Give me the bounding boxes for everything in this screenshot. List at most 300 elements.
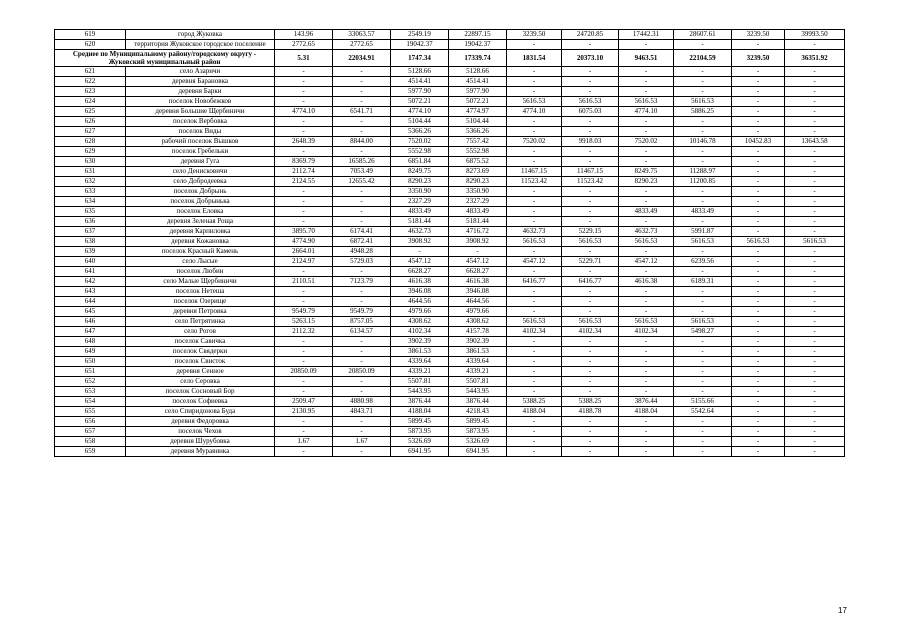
- row-number: 643: [55, 287, 126, 297]
- table-body: [55, 30, 845, 457]
- table-row: [55, 167, 845, 177]
- value-cell: -: [562, 127, 619, 137]
- value-cell: 7520.02: [507, 137, 562, 147]
- settlement-name: поселок Виды: [126, 127, 275, 137]
- settlement-name: деревня Шурубовка: [126, 437, 275, 447]
- value-cell: -: [785, 207, 845, 217]
- value-cell: 5616.53: [785, 237, 845, 247]
- value-cell: -: [732, 267, 785, 277]
- value-cell: 4547.12: [507, 257, 562, 267]
- row-number: 623: [55, 87, 126, 97]
- value-cell: 4102.34: [391, 327, 449, 337]
- value-cell: 5977.90: [449, 87, 507, 97]
- value-cell: 5552.98: [449, 147, 507, 157]
- value-cell: -: [785, 407, 845, 417]
- value-cell: -: [619, 287, 674, 297]
- value-cell: 19042.37: [391, 40, 449, 50]
- value-cell: 3861.53: [449, 347, 507, 357]
- value-cell: -: [562, 247, 619, 257]
- value-cell: -: [732, 337, 785, 347]
- table-row: [55, 137, 845, 147]
- value-cell: -: [275, 87, 333, 97]
- value-cell: 3908.92: [391, 237, 449, 247]
- value-cell: -: [391, 247, 449, 257]
- value-cell: -: [562, 147, 619, 157]
- value-cell: 4188.04: [619, 407, 674, 417]
- settlement-name: деревня Большие Щербиничи: [126, 107, 275, 117]
- value-cell: 5616.53: [619, 237, 674, 247]
- value-cell: -: [507, 357, 562, 367]
- table-row: [55, 267, 845, 277]
- value-cell: -: [562, 157, 619, 167]
- value-cell: 4339.21: [449, 367, 507, 377]
- value-cell: -: [674, 307, 732, 317]
- value-cell: 4774.10: [275, 107, 333, 117]
- value-cell: -: [732, 167, 785, 177]
- value-cell: -: [275, 217, 333, 227]
- value-cell: -: [674, 437, 732, 447]
- value-cell: 5552.98: [391, 147, 449, 157]
- value-cell: 2509.47: [275, 397, 333, 407]
- table-row: [55, 237, 845, 247]
- table-row: [55, 417, 845, 427]
- value-cell: -: [785, 97, 845, 107]
- value-cell: -: [333, 77, 391, 87]
- value-cell: 2549.19: [391, 30, 449, 40]
- value-cell: -: [785, 117, 845, 127]
- value-cell: -: [275, 127, 333, 137]
- value-cell: 5616.53: [562, 237, 619, 247]
- value-cell: -: [732, 147, 785, 157]
- settlement-name: поселок Чехов: [126, 427, 275, 437]
- settlement-name: деревня Петровка: [126, 307, 275, 317]
- settlement-name: село Азаричи: [126, 67, 275, 77]
- value-cell: 3876.44: [449, 397, 507, 407]
- settlement-name: поселок Нетеша: [126, 287, 275, 297]
- value-cell: -: [333, 447, 391, 457]
- value-cell: -: [674, 77, 732, 87]
- value-cell: -: [619, 357, 674, 367]
- value-cell: 5155.66: [674, 397, 732, 407]
- table-row: [55, 40, 845, 50]
- value-cell: -: [507, 347, 562, 357]
- value-cell: -: [674, 287, 732, 297]
- value-cell: -: [674, 157, 732, 167]
- value-cell: -: [507, 217, 562, 227]
- row-number: 639: [55, 247, 126, 257]
- table-row: [55, 157, 845, 167]
- value-cell: -: [449, 247, 507, 257]
- value-cell: -: [562, 67, 619, 77]
- value-cell: 9549.79: [333, 307, 391, 317]
- value-cell: -: [785, 227, 845, 237]
- value-cell: -: [619, 77, 674, 87]
- value-cell: -: [562, 207, 619, 217]
- settlement-name: город Жуковка: [126, 30, 275, 40]
- value-cell: 4833.49: [391, 207, 449, 217]
- value-cell: -: [732, 97, 785, 107]
- settlement-name: село Спиридонова Буда: [126, 407, 275, 417]
- value-cell: 3350.90: [391, 187, 449, 197]
- value-cell: -: [562, 347, 619, 357]
- value-cell: -: [785, 387, 845, 397]
- value-cell: 4632.73: [619, 227, 674, 237]
- value-cell: 8369.79: [275, 157, 333, 167]
- value-cell: 6134.57: [333, 327, 391, 337]
- value-cell: 5326.69: [449, 437, 507, 447]
- value-cell: -: [785, 357, 845, 367]
- table-row: [55, 377, 845, 387]
- value-cell: 4188.04: [507, 407, 562, 417]
- table-row: [55, 397, 845, 407]
- settlement-name: село Петрятинка: [126, 317, 275, 327]
- value-cell: -: [674, 40, 732, 50]
- value-cell: -: [333, 117, 391, 127]
- value-cell: 8757.05: [333, 317, 391, 327]
- value-cell: 22104.59: [674, 50, 732, 67]
- settlement-name: поселок Еловка: [126, 207, 275, 217]
- value-cell: -: [562, 187, 619, 197]
- table-row: [55, 277, 845, 287]
- value-cell: -: [619, 87, 674, 97]
- value-cell: 5977.90: [391, 87, 449, 97]
- value-cell: 4979.66: [391, 307, 449, 317]
- settlement-name: деревня Барки: [126, 87, 275, 97]
- value-cell: -: [674, 87, 732, 97]
- value-cell: -: [785, 397, 845, 407]
- value-cell: 5542.64: [674, 407, 732, 417]
- value-cell: -: [732, 377, 785, 387]
- value-cell: 6416.77: [562, 277, 619, 287]
- settlement-name: поселок Красный Камень: [126, 247, 275, 257]
- row-number: 641: [55, 267, 126, 277]
- value-cell: 8844.00: [333, 137, 391, 147]
- value-cell: -: [619, 217, 674, 227]
- row-number: 636: [55, 217, 126, 227]
- value-cell: 4616.38: [619, 277, 674, 287]
- value-cell: 5616.53: [674, 97, 732, 107]
- settlement-name: деревня Карпиловка: [126, 227, 275, 237]
- value-cell: -: [674, 337, 732, 347]
- value-cell: -: [785, 167, 845, 177]
- value-cell: 8290.23: [449, 177, 507, 187]
- value-cell: -: [333, 127, 391, 137]
- value-cell: 2110.51: [275, 277, 333, 287]
- value-cell: -: [562, 197, 619, 207]
- settlement-name: поселок Свядерки: [126, 347, 275, 357]
- value-cell: 4339.64: [449, 357, 507, 367]
- value-cell: 4218.43: [449, 407, 507, 417]
- value-cell: 6872.41: [333, 237, 391, 247]
- settlement-name: деревня Федоровка: [126, 417, 275, 427]
- table-row: [55, 447, 845, 457]
- value-cell: 11200.85: [674, 177, 732, 187]
- value-cell: 17442.31: [619, 30, 674, 40]
- value-cell: -: [619, 307, 674, 317]
- value-cell: -: [619, 387, 674, 397]
- value-cell: 7557.42: [449, 137, 507, 147]
- value-cell: 5507.81: [449, 377, 507, 387]
- value-cell: -: [732, 447, 785, 457]
- value-cell: -: [785, 197, 845, 207]
- value-cell: 8290.23: [619, 177, 674, 187]
- value-cell: 3876.44: [391, 397, 449, 407]
- settlement-name: поселок Савичка: [126, 337, 275, 347]
- value-cell: -: [732, 277, 785, 287]
- settlement-name: село Серовка: [126, 377, 275, 387]
- table-row: [55, 427, 845, 437]
- settlement-name: поселок Сосновый Бор: [126, 387, 275, 397]
- value-cell: 5128.66: [449, 67, 507, 77]
- value-cell: 5388.25: [507, 397, 562, 407]
- value-cell: 2327.29: [391, 197, 449, 207]
- value-cell: -: [507, 427, 562, 437]
- value-cell: -: [732, 107, 785, 117]
- value-cell: 6941.95: [391, 447, 449, 457]
- value-cell: -: [275, 347, 333, 357]
- value-cell: 5104.44: [391, 117, 449, 127]
- value-cell: 5229.15: [562, 227, 619, 237]
- value-cell: 8249.75: [391, 167, 449, 177]
- value-cell: -: [275, 297, 333, 307]
- value-cell: -: [732, 227, 785, 237]
- settlement-name: территория Жуковское городское поселение: [126, 40, 275, 50]
- value-cell: 28607.61: [674, 30, 732, 40]
- settlement-name: деревня Барановка: [126, 77, 275, 87]
- value-cell: -: [275, 197, 333, 207]
- value-cell: 3895.70: [275, 227, 333, 237]
- value-cell: -: [507, 447, 562, 457]
- value-cell: 4514.41: [449, 77, 507, 87]
- value-cell: 5616.53: [619, 317, 674, 327]
- value-cell: 5886.25: [674, 107, 732, 117]
- value-cell: -: [674, 67, 732, 77]
- value-cell: -: [507, 307, 562, 317]
- value-cell: -: [275, 447, 333, 457]
- value-cell: 33063.57: [333, 30, 391, 40]
- value-cell: 5616.53: [674, 317, 732, 327]
- value-cell: -: [275, 267, 333, 277]
- table-row: [55, 87, 845, 97]
- value-cell: -: [619, 447, 674, 457]
- value-cell: 4979.66: [449, 307, 507, 317]
- value-cell: -: [507, 117, 562, 127]
- value-cell: 9463.51: [619, 50, 674, 67]
- value-cell: 5616.53: [619, 97, 674, 107]
- row-number: 625: [55, 107, 126, 117]
- value-cell: 3902.39: [449, 337, 507, 347]
- value-cell: 5616.53: [562, 97, 619, 107]
- value-cell: -: [507, 297, 562, 307]
- value-cell: -: [562, 77, 619, 87]
- value-cell: 5616.53: [507, 317, 562, 327]
- value-cell: 6628.27: [449, 267, 507, 277]
- value-cell: -: [674, 347, 732, 357]
- value-cell: 24720.85: [562, 30, 619, 40]
- row-number: 658: [55, 437, 126, 447]
- value-cell: -: [785, 147, 845, 157]
- value-cell: 143.96: [275, 30, 333, 40]
- value-cell: -: [562, 437, 619, 447]
- value-cell: 20373.10: [562, 50, 619, 67]
- value-cell: -: [275, 207, 333, 217]
- value-cell: -: [507, 147, 562, 157]
- summary-label: Среднее по Муниципальному району/городскому округу - Жуковский муниципальный район: [55, 50, 275, 67]
- value-cell: -: [674, 367, 732, 377]
- row-number: 659: [55, 447, 126, 457]
- row-number: 645: [55, 307, 126, 317]
- value-cell: 10452.83: [732, 137, 785, 147]
- row-number: 647: [55, 327, 126, 337]
- value-cell: -: [507, 367, 562, 377]
- row-number: 655: [55, 407, 126, 417]
- value-cell: 6941.95: [449, 447, 507, 457]
- value-cell: 7123.79: [333, 277, 391, 287]
- value-cell: 11523.42: [507, 177, 562, 187]
- value-cell: 3239.50: [732, 30, 785, 40]
- value-cell: 2124.55: [275, 177, 333, 187]
- value-cell: -: [619, 427, 674, 437]
- value-cell: -: [562, 377, 619, 387]
- value-cell: 5899.45: [449, 417, 507, 427]
- value-cell: -: [785, 287, 845, 297]
- value-cell: 7520.02: [619, 137, 674, 147]
- value-cell: -: [732, 407, 785, 417]
- value-cell: 2772.65: [333, 40, 391, 50]
- value-cell: -: [785, 317, 845, 327]
- value-cell: -: [619, 197, 674, 207]
- value-cell: -: [785, 77, 845, 87]
- value-cell: -: [785, 107, 845, 117]
- table-row: [55, 67, 845, 77]
- value-cell: -: [619, 417, 674, 427]
- value-cell: -: [333, 217, 391, 227]
- table-row: [55, 407, 845, 417]
- settlement-name: поселок Добрынька: [126, 197, 275, 207]
- value-cell: -: [275, 417, 333, 427]
- value-cell: 3861.53: [391, 347, 449, 357]
- value-cell: 4774.10: [619, 107, 674, 117]
- value-cell: -: [619, 187, 674, 197]
- value-cell: 5388.25: [562, 397, 619, 407]
- value-cell: -: [275, 77, 333, 87]
- value-cell: -: [619, 377, 674, 387]
- value-cell: 4774.10: [507, 107, 562, 117]
- value-cell: -: [275, 97, 333, 107]
- value-cell: -: [785, 337, 845, 347]
- value-cell: -: [732, 257, 785, 267]
- value-cell: 5181.44: [449, 217, 507, 227]
- value-cell: -: [732, 327, 785, 337]
- value-cell: -: [674, 147, 732, 157]
- value-cell: 2112.32: [275, 327, 333, 337]
- table-row: [55, 217, 845, 227]
- value-cell: -: [333, 147, 391, 157]
- value-cell: -: [785, 217, 845, 227]
- value-cell: -: [785, 127, 845, 137]
- value-cell: -: [507, 197, 562, 207]
- value-cell: -: [785, 87, 845, 97]
- settlement-name: поселок Вербовка: [126, 117, 275, 127]
- value-cell: -: [562, 267, 619, 277]
- value-cell: 5128.66: [391, 67, 449, 77]
- value-cell: 7520.02: [391, 137, 449, 147]
- value-cell: 8290.23: [391, 177, 449, 187]
- value-cell: 5873.95: [449, 427, 507, 437]
- row-number: 656: [55, 417, 126, 427]
- value-cell: -: [619, 67, 674, 77]
- value-cell: -: [507, 127, 562, 137]
- value-cell: 4339.64: [391, 357, 449, 367]
- value-cell: -: [275, 337, 333, 347]
- value-cell: -: [785, 297, 845, 307]
- value-cell: -: [275, 117, 333, 127]
- row-number: 638: [55, 237, 126, 247]
- value-cell: -: [275, 67, 333, 77]
- value-cell: 5366.26: [449, 127, 507, 137]
- value-cell: 8273.69: [449, 167, 507, 177]
- row-number: 635: [55, 207, 126, 217]
- value-cell: -: [732, 197, 785, 207]
- value-cell: -: [562, 117, 619, 127]
- value-cell: -: [785, 157, 845, 167]
- value-cell: -: [275, 377, 333, 387]
- value-cell: -: [785, 327, 845, 337]
- value-cell: 4102.34: [562, 327, 619, 337]
- value-cell: -: [333, 387, 391, 397]
- value-cell: 5104.44: [449, 117, 507, 127]
- row-number: 651: [55, 367, 126, 377]
- value-cell: -: [785, 447, 845, 457]
- value-cell: 4157.78: [449, 327, 507, 337]
- settlement-name: село Денисковичи: [126, 167, 275, 177]
- value-cell: -: [732, 297, 785, 307]
- value-cell: -: [275, 147, 333, 157]
- settlement-name: село Рогов: [126, 327, 275, 337]
- value-cell: 4632.73: [507, 227, 562, 237]
- value-cell: 6239.56: [674, 257, 732, 267]
- value-cell: -: [562, 307, 619, 317]
- value-cell: 4339.21: [391, 367, 449, 377]
- settlement-name: деревня Сенное: [126, 367, 275, 377]
- settlement-name: село Добродеевка: [126, 177, 275, 187]
- value-cell: -: [732, 247, 785, 257]
- value-cell: 5263.15: [275, 317, 333, 327]
- value-cell: 3902.39: [391, 337, 449, 347]
- value-cell: -: [507, 337, 562, 347]
- value-cell: 4880.98: [333, 397, 391, 407]
- value-cell: 1.67: [333, 437, 391, 447]
- value-cell: 4774.97: [449, 107, 507, 117]
- value-cell: -: [674, 377, 732, 387]
- value-cell: -: [275, 357, 333, 367]
- value-cell: 4547.12: [391, 257, 449, 267]
- value-cell: 3239.50: [507, 30, 562, 40]
- value-cell: -: [674, 357, 732, 367]
- value-cell: -: [785, 367, 845, 377]
- row-number: 653: [55, 387, 126, 397]
- row-number: 622: [55, 77, 126, 87]
- value-cell: -: [674, 117, 732, 127]
- row-number: 632: [55, 177, 126, 187]
- value-cell: -: [732, 177, 785, 187]
- value-cell: -: [333, 197, 391, 207]
- row-number: 646: [55, 317, 126, 327]
- value-cell: -: [507, 387, 562, 397]
- value-cell: -: [785, 437, 845, 447]
- value-cell: -: [507, 267, 562, 277]
- value-cell: -: [732, 387, 785, 397]
